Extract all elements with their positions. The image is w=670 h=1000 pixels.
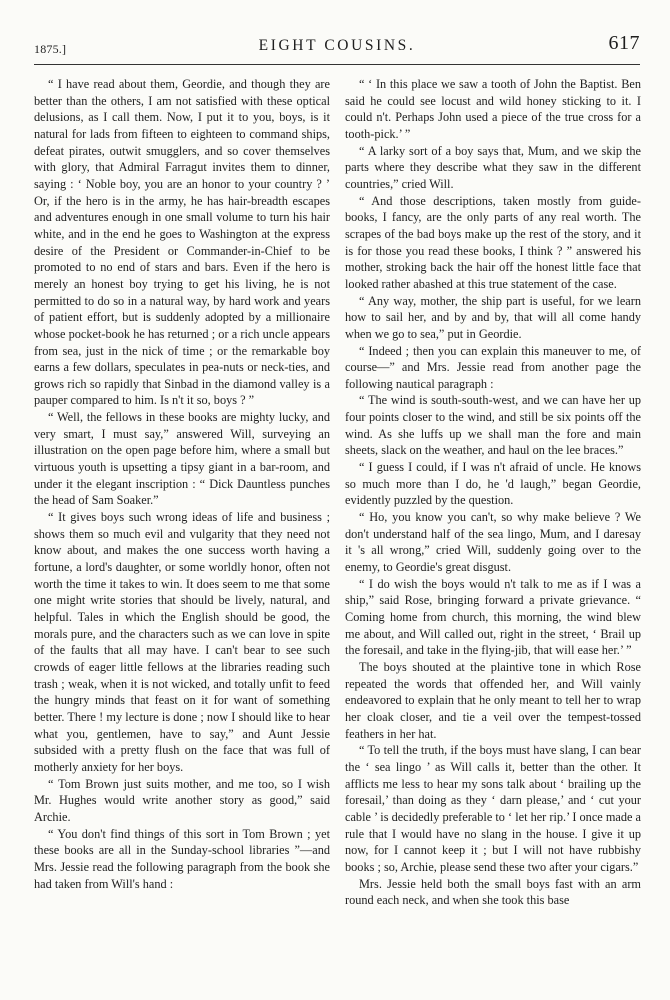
paragraph: “ It gives boys such wrong ideas of life and business ; shows them so much evil and vulgarity that they need not know about, and makes the one success worth having a fortune, a lord's daughter, or some worldly honor, often not worth the time it takes to win. It does seem to me that some one might write stories that should be lively, natural, and helpful. Tales in which the English should be good, the morals pure, and the characters such as we can love in spite of the faults that all may have. I can't bear to see such crowds of eager little fellows at the libraries reading such trash ; weak, when it is not wicked, and totally unfit to feed the hungry minds that feast on it for want of something better. There ! my lecture is done ; now I should like to hear what you, gentlemen, have to say,” and Aunt Jessie subsided with a pretty flush on the face that was full of motherly anxiety for her boys. (34, 510, 330, 774)
paragraph: “ Tom Brown just suits mother, and me too, so I wish Mr. Hughes would write another story as good,” said Archie. (34, 776, 330, 824)
paragraph: “ Indeed ; then you can explain this maneuver to me, of course—” and Mrs. Jessie read from another page the following nautical paragraph : (345, 343, 641, 391)
page-number: 617 (608, 32, 640, 54)
paragraph: “ Ho, you know you can't, so why make believe ? We don't understand half of the sea lingo, Mum, and I daresay it 's all wrong,” cried Will, suddenly going over to the enemy, to Geordie's great disgust. (345, 510, 641, 575)
header-title: EIGHT COUSINS. (258, 37, 416, 54)
header-year: 1875.] (34, 42, 67, 56)
paragraph: “ A larky sort of a boy says that, Mum, and we skip the parts where they describe what they saw in the different countries,” cried Will. (345, 143, 641, 191)
paragraph: “ I do wish the boys would n't talk to me as if I was a ship,” said Rose, bringing forward a private grievance. “ Coming home from church, this morning, the wind blew me about, and Will called out, right in the street, ‘ Brail up the foresail, and take in the flying-jib, that will ease her.’ ” (345, 576, 641, 658)
right-column (345, 76, 641, 909)
paragraph: “ You don't find things of this sort in Tom Brown ; yet these books are all in the Sunday-school libraries ”—and Mrs. Jessie read the following paragraph from the book she had taken from Will's hand : (34, 826, 330, 891)
paragraph: “ Well, the fellows in these books are mighty lucky, and very smart, I must say,” answered Will, surveying an illustration on the open page before him, where a small but virtuous youth is upsetting a tipsy giant in a bar-room, and under it the elegant inscription : “ Dick Dauntless punches the head of Sam Soaker.” (34, 410, 330, 508)
paragraph: “ To tell the truth, if the boys must have slang, I can bear the ‘ sea lingo ’ as Will calls it, better than the other. It afflicts me less to hear my sons talk about ‘ brailing up the foresail,’ than doing as they ‘ darn please,’ and ‘ cut your cable ’ is decidedly preferable to ‘ let her rip.’ I once made a rule that I would have no slang in the house. I give it up now, for I cannot keep it ; but I will not have rubbishy books ; so, Archie, please send these two after your cigars.” (345, 743, 641, 874)
paragraph: The boys shouted at the plaintive tone in which Rose repeated the words that offended her, and Will vainly endeavored to explain that he only meant to tell her to wrap her cloak closer, and tie a veil over the tempest-tossed feathers in her hat. (345, 659, 641, 741)
paragraph: “ And those descriptions, taken mostly from guide-books, I fancy, are the only parts of any real worth. The scrapes of the bad boys make up the rest of the story, and it is for those you read these books, I think ? ” answered his mother, stroking back the hair off the honest little face that looked rather abashed at this true statement of the case. (345, 193, 641, 291)
paragraph: “ I have read about them, Geordie, and though they are better than the others, I am not satisfied with these optical delusions, as I call them. Now, I put it to you, boys, is it natural for lads from fifteen to eighteen to command ships, defeat pirates, outwit smugglers, and so cover themselves with glory, that Admiral Farragut invites them to dinner, saying : ‘ Noble boy, you are an honor to your country ? ’ Or, if the hero is in the army, he has hair-breadth escapes and adventures enough in one small volume to turn his hair white, and in the end he goes to Washington at the express desire of the President or Commander-in-Chief to be promoted to no end of stars and bars. Even if the hero is merely an honest boy trying to get his living, he is not permitted to do so in a natural way, by hard work and years of patient effort, but is suddenly adopted by a millionaire whose pocket-book he has returned ; or a rich uncle appears from sea, just in the nick of time ; or the remarkable boy earns a few dollars, speculates in pea-nuts or neck-ties, and grows rich so rapidly that Sinbad in the diamond valley is a pauper compared to him. Is n't it so, boys ? ” (34, 77, 330, 408)
paragraph: “ I guess I could, if I was n't afraid of uncle. He knows so much more than I do, he 'd laugh,” began Geordie, evidently puzzled by the question. (345, 460, 641, 508)
paragraph: “ The wind is south-south-west, and we can have her up four points closer to the wind, and still be six points off the wind. As she luffs up we shall man the fore and main sheets, slack on the weather, and haul on the lee braces.” (345, 393, 641, 458)
paragraph: “ ‘ In this place we saw a tooth of John the Baptist. Ben said he could see locust and wild honey sticking to it. I could n't. Perhaps John used a piece of the true cross for a tooth-pick.’ ” (345, 77, 641, 141)
left-column (34, 76, 330, 892)
paragraph: Mrs. Jessie held both the small boys fast with an arm round each neck, and when she took this base (345, 876, 641, 908)
running-header (34, 32, 640, 65)
paragraph: “ Any way, mother, the ship part is useful, for we learn how to sail her, and by and by, that will all come handy when we go to sea,” put in Geordie. (345, 293, 641, 341)
